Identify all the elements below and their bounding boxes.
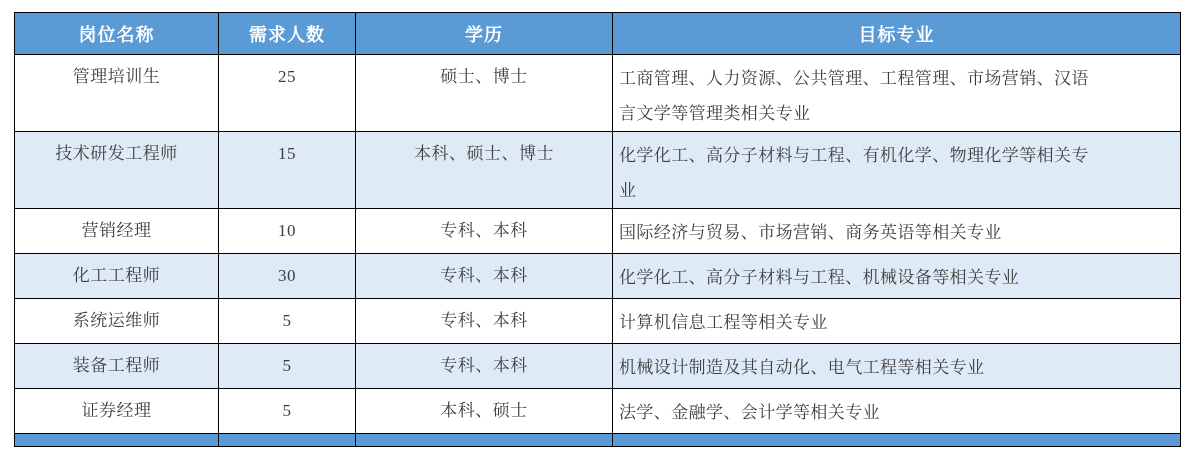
cell-education: 专科、本科 xyxy=(356,209,613,254)
cell-position: 营销经理 xyxy=(15,209,219,254)
table-row xyxy=(15,132,1181,209)
cell-education: 专科、本科 xyxy=(356,254,613,299)
footer-strip-cell xyxy=(356,434,613,447)
cell-education: 专科、本科 xyxy=(356,299,613,344)
cell-position: 化工工程师 xyxy=(15,254,219,299)
cell-education: 本科、硕士 xyxy=(356,389,613,434)
cell-headcount: 5 xyxy=(219,299,356,344)
cell-majors: 国际经济与贸易、市场营销、商务英语等相关专业 xyxy=(613,209,1181,254)
cell-majors: 化学化工、高分子材料与工程、有机化学、物理化学等相关专业 xyxy=(613,132,1181,209)
cell-position: 系统运维师 xyxy=(15,299,219,344)
cell-position: 证券经理 xyxy=(15,389,219,434)
cell-headcount: 30 xyxy=(219,254,356,299)
table-row xyxy=(15,209,1181,254)
column-header-majors: 目标专业 xyxy=(613,13,1181,55)
cell-headcount: 10 xyxy=(219,209,356,254)
table-row xyxy=(15,389,1181,434)
table-footer xyxy=(15,434,1181,447)
cell-headcount: 5 xyxy=(219,389,356,434)
footer-strip-row xyxy=(15,434,1181,447)
header-row xyxy=(15,13,1181,55)
cell-position: 装备工程师 xyxy=(15,344,219,389)
column-header-headcount: 需求人数 xyxy=(219,13,356,55)
cell-headcount: 5 xyxy=(219,344,356,389)
cell-education: 硕士、博士 xyxy=(356,55,613,132)
cell-majors: 计算机信息工程等相关专业 xyxy=(613,299,1181,344)
cell-position: 管理培训生 xyxy=(15,55,219,132)
column-header-education: 学历 xyxy=(356,13,613,55)
cell-majors: 工商管理、人力资源、公共管理、工程管理、市场营销、汉语言文学等管理类相关专业 xyxy=(613,55,1181,132)
cell-headcount: 15 xyxy=(219,132,356,209)
cell-majors: 法学、金融学、会计学等相关专业 xyxy=(613,389,1181,434)
footer-strip-cell xyxy=(613,434,1181,447)
table-row xyxy=(15,299,1181,344)
column-header-position: 岗位名称 xyxy=(15,13,219,55)
footer-strip-cell xyxy=(15,434,219,447)
cell-headcount: 25 xyxy=(219,55,356,132)
cell-position: 技术研发工程师 xyxy=(15,132,219,209)
table-header xyxy=(15,13,1181,55)
cell-education: 专科、本科 xyxy=(356,344,613,389)
table-body xyxy=(15,55,1181,434)
footer-strip-cell xyxy=(219,434,356,447)
cell-majors: 机械设计制造及其自动化、电气工程等相关专业 xyxy=(613,344,1181,389)
recruitment-table xyxy=(14,12,1181,447)
cell-majors: 化学化工、高分子材料与工程、机械设备等相关专业 xyxy=(613,254,1181,299)
table-row xyxy=(15,55,1181,132)
table-row xyxy=(15,344,1181,389)
table-row xyxy=(15,254,1181,299)
cell-education: 本科、硕士、博士 xyxy=(356,132,613,209)
